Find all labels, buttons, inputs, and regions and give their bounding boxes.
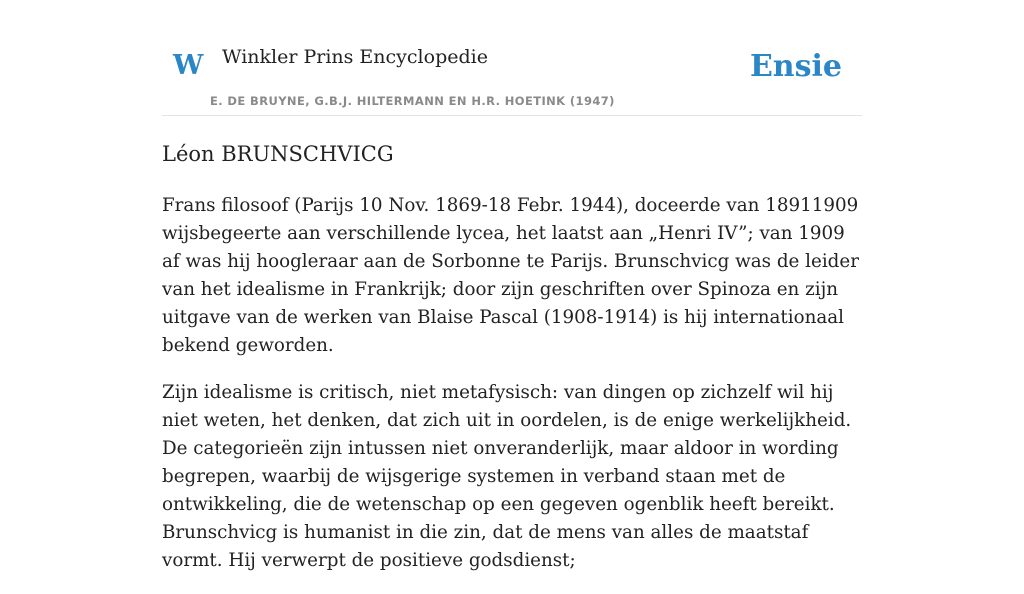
article-title: Léon BRUNSCHVICG: [162, 142, 394, 166]
authors-credit: E. DE BRUYNE, G.B.J. HILTERMANN EN H.R. HOETINK (1947): [210, 94, 615, 108]
ensie-brand-logo[interactable]: Ensie: [749, 49, 842, 84]
article-paragraph: Frans filosoof (Parijs 10 Nov. 1869-18 Febr. 1944), doceerde van 18911909 wijsbegeerte aan verschillende lycea, het laatst aan „Henri IV”; van 1909 af was hij hoogleraar aan de Sorbonne te Parijs. Brunschvicg was de leider van het idealisme in Frankrijk; door zijn geschriften over Spinoza en zijn uitgave van de werken van Blaise Pascal (1908-1914) is hij internationaal bekend geworden.: [162, 195, 859, 356]
site-header: [162, 36, 862, 116]
article-paragraph: Zijn idealisme is critisch, niet metafysisch: van dingen op zichzelf wil hij niet weten, het denken, dat zich uit in oordelen, is de enige werkelijkheid. De categorieën zijn intussen niet onveranderlijk, maar aldoor in wording begrepen, waarbij de wijsgerige systemen in verband staan met de ontwikkeling, die de wetenschap op een gegeven ogenblik heeft bereikt. Brunschvicg is humanist in die zin, dat de mens van alles de maatstaf vormt. Hij verwerpt de positieve godsdienst;: [162, 382, 852, 571]
article-body: [162, 138, 862, 594]
site-title[interactable]: Winkler Prins Encyclopedie: [222, 46, 488, 68]
winkler-prins-logo-icon[interactable]: W: [173, 50, 204, 81]
